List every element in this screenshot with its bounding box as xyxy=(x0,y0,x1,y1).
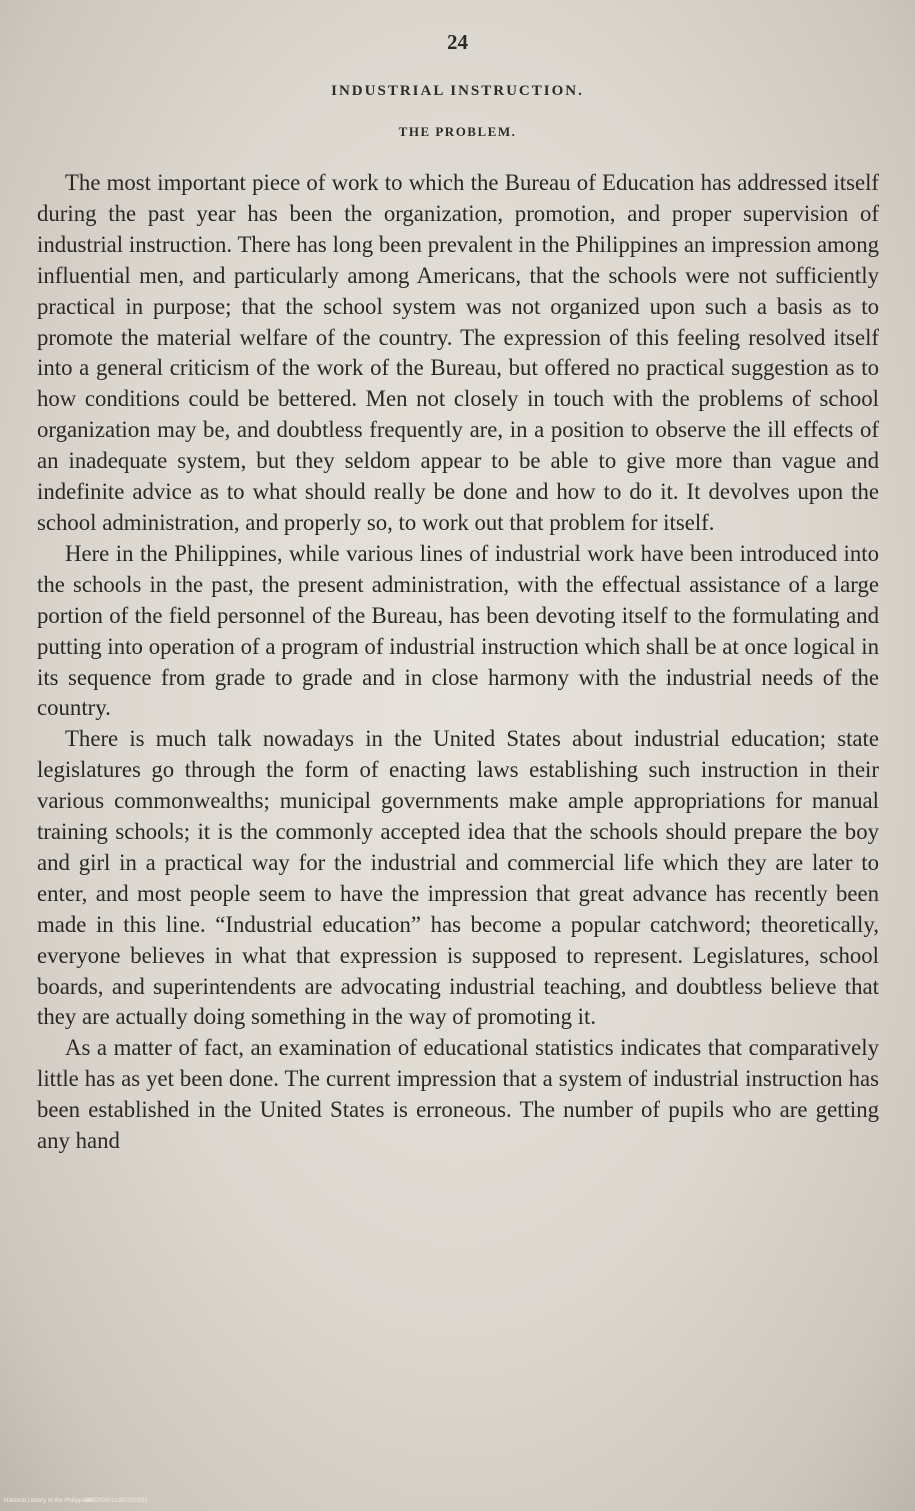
paragraph: There is much talk nowadays in the United States about industrial education; state legislatures go through the form of enacting laws establishing such instruction in their various commonwealths; municipal governments make ample appropriations for manual training schools; it is the commonly accepted idea that the schools should prepare the boy and girl in a practical way for the industrial and commercial life which they are later to enter, and most people seem to have the impression that great advance has recently been made in this line. “Industrial education” has become a popular catchword; theoretically, everyone believes in what that expression is supposed to represent. Legislatures, school boards, and superintendents are advocating industrial teaching, and doubtless believe that they are actually doing something in the way of promoting it. xyxy=(37,726,879,1030)
paragraph: As a matter of fact, an examination of educational statistics indicates that comparatively little has as yet been done. The current impression that a system of industrial instruction has been established in the United States is erroneous. The number of pupils who are getting any hand xyxy=(37,1035,879,1154)
paragraph: Here in the Philippines, while various lines of industrial work have been introduced into the schools in the past, the present administration, with the effectual assistance of a large portion of the field personnel of the Bureau, has been devoting itself to the formulating and putting into operation of a program of industrial instruction which shall be at once logical in its sequence from grade to grade and in close harmony with the industrial needs of the country. xyxy=(37,540,879,721)
page-number: 24 xyxy=(447,30,468,54)
footer-credit: National Library of the Philippines xyxy=(4,1498,94,1504)
section-subtitle: THE PROBLEM. xyxy=(398,124,517,139)
footer-identifier: DBEP00011397010831 xyxy=(85,1498,148,1504)
paragraph: The most important piece of work to which the Bureau of Education has addressed itself during the past year has been the organization, promotion, and proper supervision of industrial instruction. There has long been prevalent in the Philippines an impression among influential men, and particularly among Americans, that the schools were not sufficiently practical in purpose; that the school system was not organized upon such a basis as to promote the material welfare of the country. The expression of this feeling resolved itself into a general criticism of the work of the Bureau, but offered no practical suggestion as to how conditions could be bettered. Men not closely in touch with the problems of school organization may be, and doubtless frequently are, in a position to observe the ill effects of an inadequate system, but they seldom appear to be able to give more than vague and indefinite advice as to what should really be done and how to do it. It devolves upon the school administration, and properly so, to work out that problem for itself. xyxy=(37,170,879,535)
section-title: INDUSTRIAL INSTRUCTION. xyxy=(331,83,584,99)
body-text xyxy=(37,168,879,1157)
